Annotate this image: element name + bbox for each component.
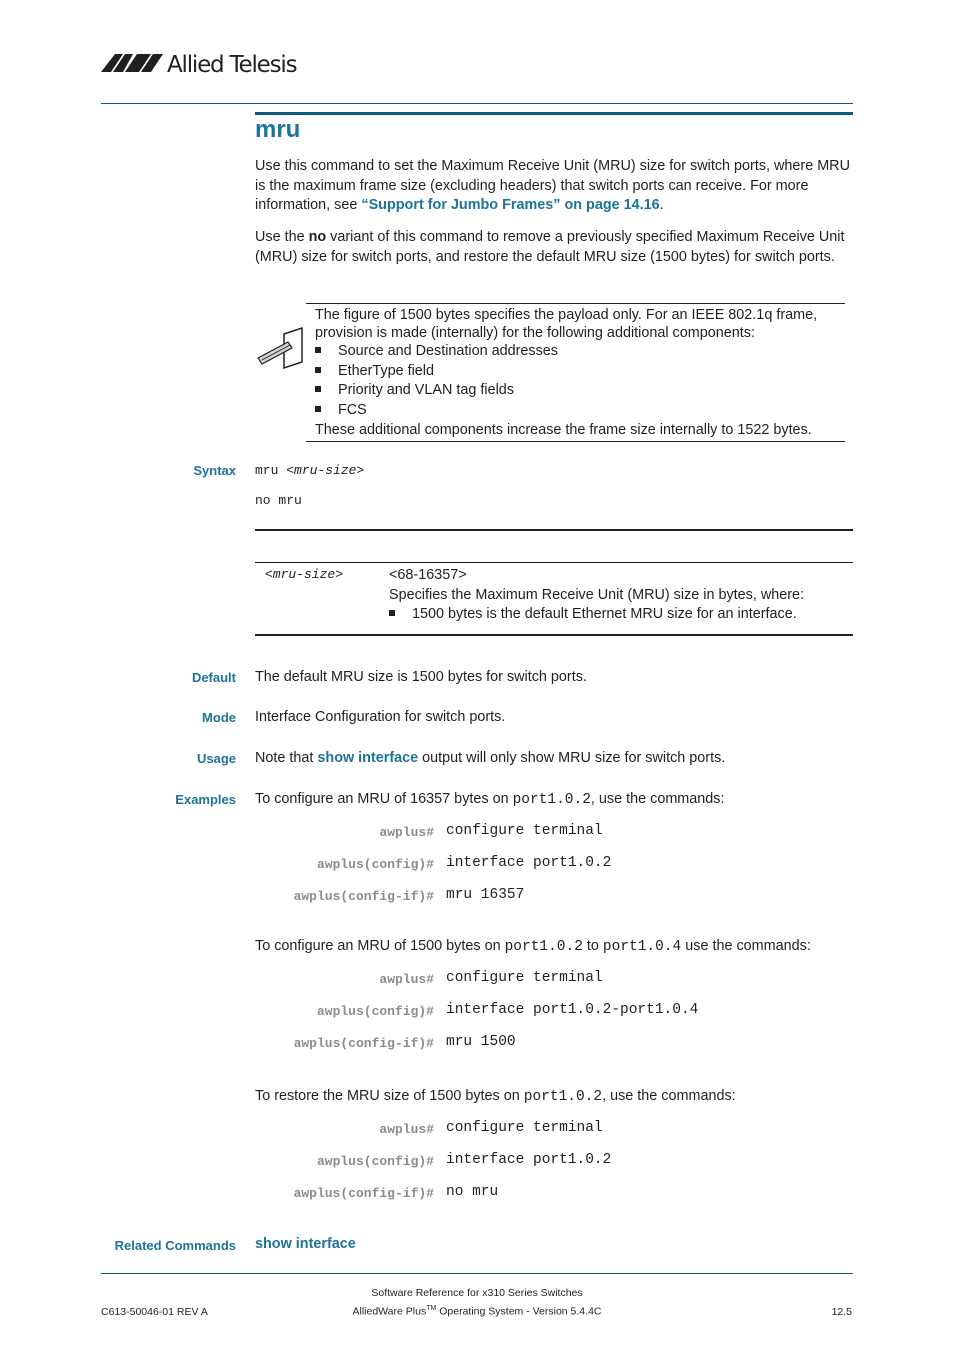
ex2-mid: to [582, 938, 603, 954]
bullet-square-icon [315, 347, 321, 353]
no-variant-pre: Use the [255, 229, 309, 245]
note-item [315, 401, 843, 421]
param-table-header-rule [255, 562, 853, 563]
usage-text [255, 749, 851, 769]
ex3-pre: To restore the MRU size of 1500 bytes on [255, 1088, 524, 1104]
footer-rule [101, 1273, 853, 1274]
intro-text: Use this command to set the Maximum Receive Unit (MRU) size for switch ports, where MRU is the maximum frame size (excluding headers) that switch ports can receive. For more information, see [255, 158, 850, 213]
logo-wordmark: Allied Telesis [167, 52, 297, 78]
note-pencil-icon [256, 326, 304, 375]
syntax-label: Syntax [193, 463, 236, 478]
param-table-top-rule [255, 529, 853, 531]
ex3-port: port1.0.2 [523, 1089, 603, 1105]
cli-command: interface port1.0.2 [446, 855, 612, 871]
cli-prompt: awplus(config-if)# [293, 889, 434, 904]
note-body [315, 306, 843, 441]
show-interface-link[interactable]: show interface [317, 750, 419, 766]
cli-prompt: awplus(config)# [316, 1154, 434, 1169]
example-1-intro [255, 790, 851, 811]
syntax-cmd: mru [255, 463, 287, 478]
ex2-post: use the commands: [681, 938, 811, 954]
related-commands-label: Related Commands [114, 1238, 236, 1253]
note-bottom-rule [306, 441, 845, 442]
usage-post: output will only show MRU size for switch ports. [418, 750, 726, 766]
note-item-text: EtherType field [338, 362, 434, 379]
bullet-square-icon [315, 367, 321, 373]
footer-title: Software Reference for x310 Series Switches [371, 1287, 583, 1299]
note-lead: The figure of 1500 bytes specifies the payload only. For an IEEE 802.1q frame, provision is made (internally) for the following additional components: [315, 307, 818, 341]
bullet-square-icon [389, 610, 395, 616]
ex3-post: , use the commands: [602, 1088, 736, 1104]
cli-prompt: awplus# [379, 972, 434, 987]
footer-page-number: 12.5 [831, 1306, 852, 1318]
ex1-port: port1.0.2 [512, 792, 591, 808]
default-text: The default MRU size is 1500 bytes for switch ports. [255, 669, 587, 685]
example-3-intro [255, 1087, 851, 1108]
note-item [315, 381, 843, 401]
note-item-text: Priority and VLAN tag fields [338, 382, 514, 398]
ex2-pre: To configure an MRU of 1500 bytes on [255, 938, 505, 954]
ex1-pre: To configure an MRU of 16357 bytes on [255, 791, 513, 807]
examples-label: Examples [175, 792, 236, 807]
param-range: <68-16357> [389, 567, 467, 583]
cli-prompt: awplus(config-if)# [293, 1186, 434, 1201]
param-description [389, 565, 849, 625]
footer-version: Operating System - Version 5.4.4C [436, 1305, 602, 1318]
ex1-post: , use the commands: [590, 791, 725, 807]
intro-end: . [659, 197, 664, 213]
note-item-text: Source and Destination addresses [338, 343, 558, 359]
bullet-square-icon [315, 406, 321, 412]
ex2-port-start: port1.0.2 [504, 939, 583, 955]
cli-command: interface port1.0.2-port1.0.4 [446, 1002, 699, 1018]
default-label: Default [191, 670, 236, 685]
allied-telesis-logo-icon [101, 52, 163, 79]
page-title: mru [255, 116, 301, 143]
cli-prompt: awplus(config)# [316, 1004, 434, 1019]
cli-command: interface port1.0.2 [446, 1152, 612, 1168]
param-desc: Specifies the Maximum Receive Unit (MRU) size in bytes, where: [389, 587, 805, 603]
cli-command: mru 16357 [446, 887, 525, 903]
cli-prompt: awplus(config-if)# [293, 1036, 434, 1051]
title-rule [255, 112, 853, 115]
note-item-text: FCS [338, 401, 367, 418]
note-item [315, 362, 843, 382]
example-2-intro [255, 937, 851, 958]
related-show-interface-link[interactable]: show interface [255, 1236, 356, 1252]
no-variant-paragraph [255, 228, 851, 267]
footer-trademark: TM [426, 1305, 437, 1312]
mode-text: Interface Configuration for switch ports. [255, 709, 506, 725]
cli-prompt: awplus(config)# [316, 857, 434, 872]
param-bullet-text: 1500 bytes is the default Ethernet MRU size for an interface. [412, 606, 797, 622]
jumbo-frames-link[interactable]: “Support for Jumbo Frames” on page 14.16 [361, 197, 660, 213]
param-name: <mru-size> [265, 567, 344, 582]
no-keyword: no [308, 229, 327, 245]
header-rule [101, 103, 853, 104]
cli-command: configure terminal [446, 1120, 603, 1136]
mode-label: Mode [202, 710, 236, 725]
param-bullet [389, 605, 849, 625]
param-table-bottom-rule [255, 634, 853, 636]
ex2-port-end: port1.0.4 [602, 939, 682, 955]
note-tail: These additional components increase the frame size internally to 1522 bytes. [315, 422, 812, 438]
note-item [315, 342, 843, 362]
cli-command: configure terminal [446, 823, 603, 839]
cli-command: no mru [446, 1184, 499, 1200]
bullet-square-icon [315, 386, 321, 392]
footer-doc-id: C613-50046-01 REV A [101, 1306, 208, 1318]
usage-label: Usage [196, 751, 236, 766]
syntax-line-2: no mru [255, 493, 302, 508]
cli-prompt: awplus# [379, 1122, 434, 1137]
syntax-line-1 [255, 463, 364, 478]
note-top-rule [306, 303, 845, 304]
footer-os-name: AlliedWare Plus [352, 1305, 427, 1318]
cli-command: configure terminal [446, 970, 603, 986]
cli-prompt: awplus# [379, 825, 434, 840]
intro-paragraph [255, 157, 851, 216]
usage-pre: Note that [255, 750, 318, 766]
brand-logo [101, 50, 296, 80]
no-variant-post: variant of this command to remove a previously specified Maximum Receive Unit (MRU) size for switch ports, and restore the default MRU size (1500 bytes) for switch ports. [255, 229, 845, 265]
syntax-arg: <mru-size> [286, 463, 365, 478]
cli-command: mru 1500 [446, 1034, 516, 1050]
